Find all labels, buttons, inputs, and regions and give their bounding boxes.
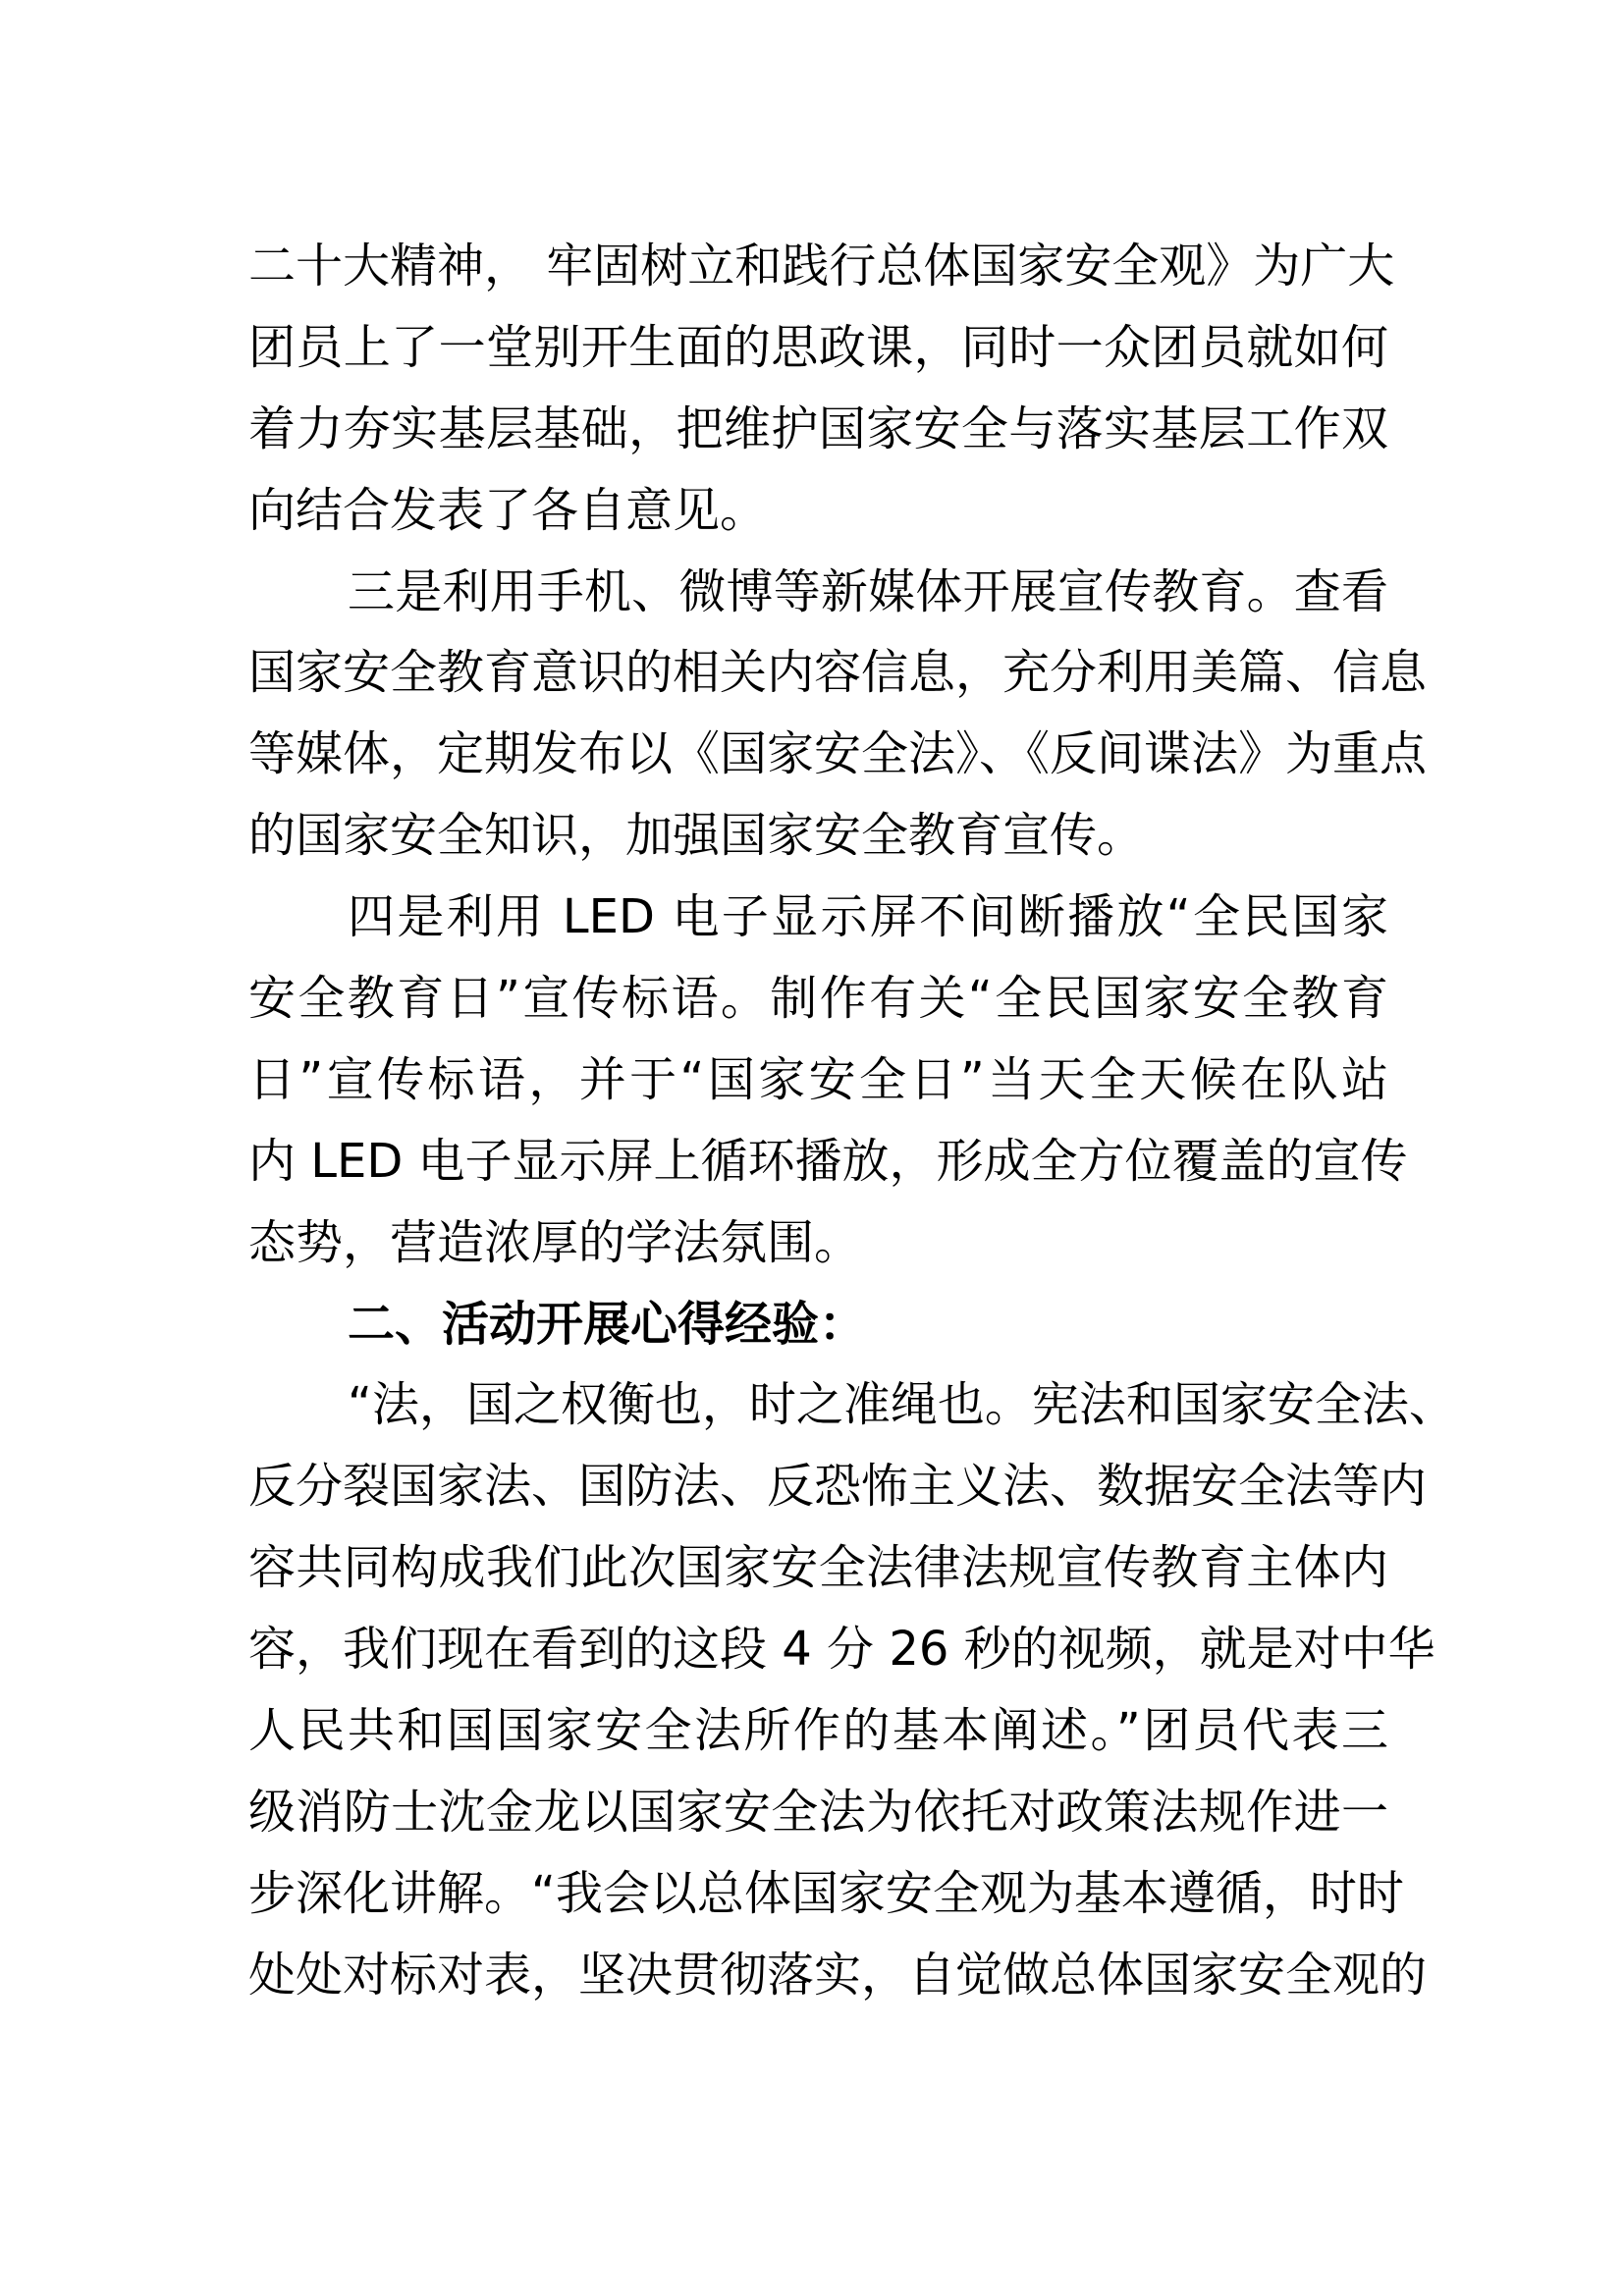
text-line: 处处对标对表，坚决贯彻落实，自觉做总体国家安全观的 xyxy=(248,1947,1428,2002)
text-line: 安全教育日”宣传标语。制作有关“全民国家安全教育 xyxy=(248,971,1388,1027)
text-line: 着力夯实基层基础，把维护国家安全与落实基层工作双 xyxy=(248,400,1388,456)
text-line: 团员上了一堂别开生面的思政课，同时一众团员就如何 xyxy=(248,319,1388,375)
text-line: 内 LED 电子显示屏上循环播放，形成全方位覆盖的宣传 xyxy=(248,1133,1408,1189)
paragraph-experience xyxy=(248,1364,1456,2015)
text-line: 步深化讲解。“我会以总体国家安全观为基本遵循，时时 xyxy=(248,1865,1404,1921)
text-line: 三是利用手机、微博等新媒体开展宣传教育。查看 xyxy=(348,563,1388,619)
text-line: 日”宣传标语，并于“国家安全日”当天全天候在队站 xyxy=(248,1051,1388,1107)
text-line: 反分裂国家法、国防法、反恐怖主义法、数据安全法等内 xyxy=(248,1459,1428,1515)
section-heading xyxy=(248,1284,1388,1365)
paragraph-continuation xyxy=(248,226,1395,552)
text-line: 容，我们现在看到的这段 4 分 26 秒的视频，就是对中华 xyxy=(248,1622,1435,1678)
heading-text: 二、活动开展心得经验： xyxy=(348,1296,867,1352)
text-line: 国家安全教育意识的相关内容信息，充分利用美篇、信息 xyxy=(248,645,1428,701)
text-line: 态势，营造浓厚的学法氛围。 xyxy=(248,1214,862,1270)
text-line: 的国家安全知识，加强国家安全教育宣传。 xyxy=(248,808,1145,864)
text-line: 二十大精神， 牢固树立和践行总体国家安全观》为广大 xyxy=(248,239,1395,294)
text-line: 容共同构成我们此次国家安全法律法规宣传教育主体内 xyxy=(248,1540,1388,1596)
text-line: 等媒体，定期发布以《国家安全法》、《反间谍法》为重点 xyxy=(248,726,1428,782)
text-line: 级消防士沈金龙以国家安全法为依托对政策法规作进一 xyxy=(248,1784,1388,1840)
text-line: 四是利用 LED 电子显示屏不间断播放“全民国家 xyxy=(348,889,1388,945)
paragraph-led-display xyxy=(248,877,1408,1283)
document-body xyxy=(248,226,1456,2016)
text-line: 人民共和国国家安全法所作的基本阐述。”团员代表三 xyxy=(248,1703,1388,1759)
paragraph-new-media xyxy=(248,552,1428,878)
text-line: “法，国之权衡也，时之准绳也。宪法和国家安全法、 xyxy=(348,1377,1456,1433)
text-line: 向结合发表了各自意见。 xyxy=(248,482,768,538)
